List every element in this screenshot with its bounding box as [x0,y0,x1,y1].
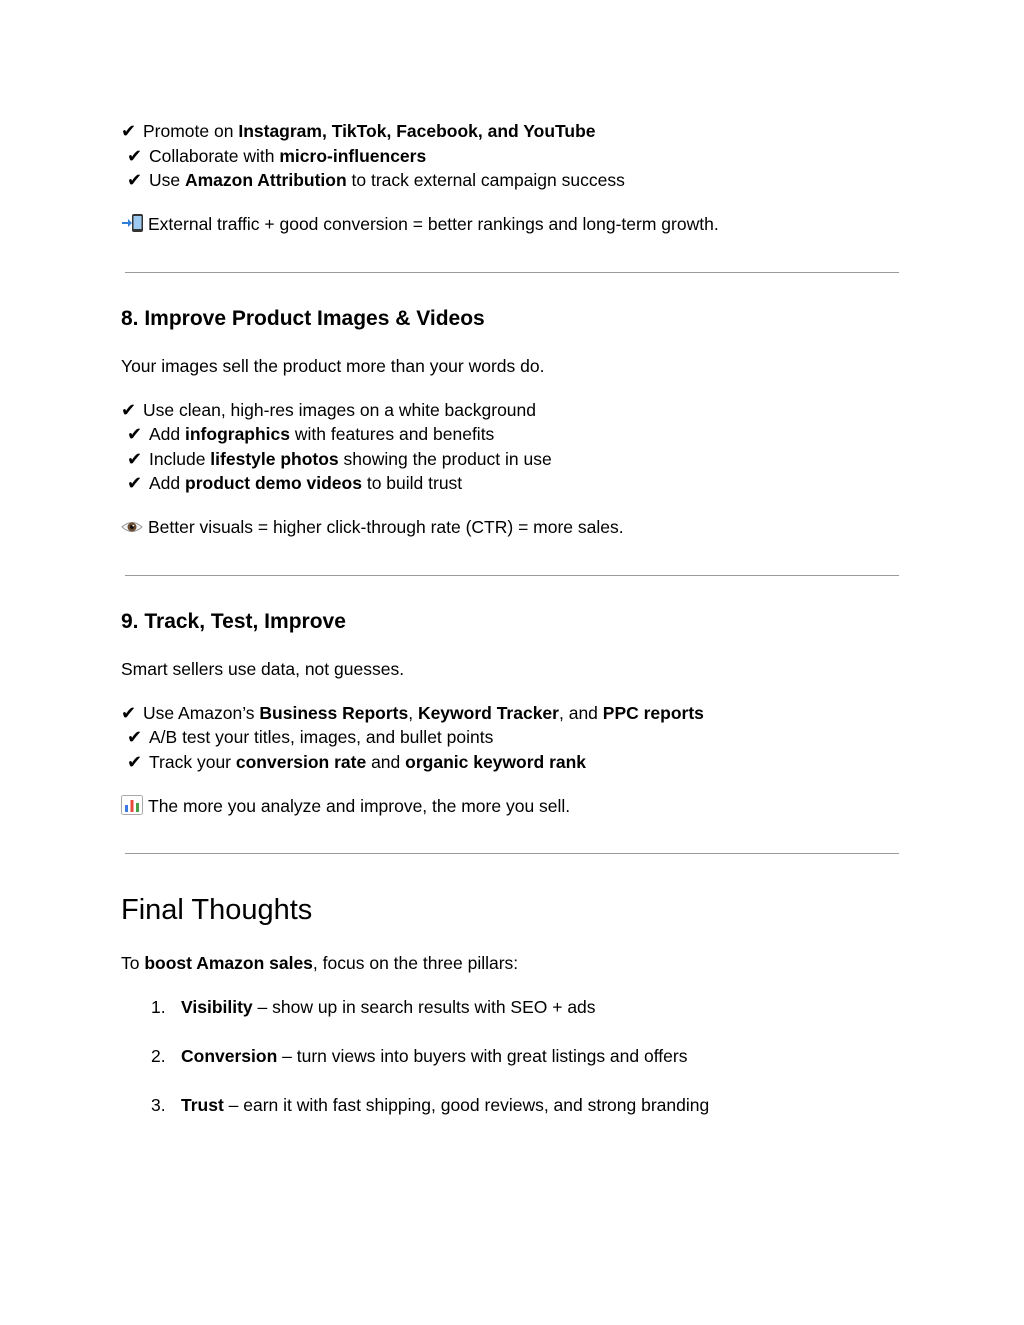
external-traffic-tip: External traffic + good conversion = better rankings and long-term growth. [121,213,719,235]
check-icon: ✔ [127,424,143,444]
check-icon: ✔ [127,146,143,166]
bullet-demo-videos: ✔ Add product demo videos to build trust [127,473,463,493]
check-icon: ✔ [127,752,143,772]
bullet-ab-test: ✔ A/B test your titles, images, and bullet points [127,727,494,747]
eye-icon [121,516,148,538]
bullet-infographics: ✔ Add infographics with features and benefits [127,424,495,444]
analyze-tip: The more you analyze and improve, the more you sell. [121,795,570,817]
check-icon: ✔ [127,473,143,493]
mobile-arrow-icon [121,213,148,235]
final-thoughts-heading: Final Thoughts [121,894,313,926]
check-icon: ✔ [121,400,137,420]
check-icon: ✔ [127,449,143,469]
check-icon: ✔ [121,703,137,723]
section-heading: 9. Track, Test, Improve [121,610,346,633]
section-divider [125,272,899,273]
pillar-visibility: 1. Visibility – show up in search results with SEO + ads [151,997,596,1017]
bar-chart-icon [121,795,148,817]
bullet-clean-images: ✔ Use clean, high-res images on a white background [121,400,536,420]
bullet-promote: ✔ Promote on Instagram, TikTok, Facebook, and YouTube [121,121,596,141]
check-icon: ✔ [127,727,143,747]
final-intro: To boost Amazon sales, focus on the three pillars: [121,953,519,973]
check-icon: ✔ [127,170,143,190]
pillar-trust: 3. Trust – earn it with fast shipping, good reviews, and strong branding [151,1095,710,1115]
pillar-conversion: 2. Conversion – turn views into buyers with great listings and offers [151,1046,688,1066]
bullet-lifestyle: ✔ Include lifestyle photos showing the product in use [127,449,552,469]
check-icon: ✔ [121,121,137,141]
section-divider [125,575,899,576]
section-intro: Smart sellers use data, not guesses. [121,659,405,679]
section-heading: 8. Improve Product Images & Videos [121,307,485,330]
bullet-collaborate: ✔ Collaborate with micro-influencers [127,146,427,166]
visuals-tip: Better visuals = higher click-through rate (CTR) = more sales. [121,516,624,538]
bullet-track-conversion: ✔ Track your conversion rate and organic keyword rank [127,752,587,772]
bullet-attribution: ✔ Use Amazon Attribution to track external campaign success [127,170,625,190]
section-intro: Your images sell the product more than your words do. [121,356,545,376]
bullet-reports: ✔ Use Amazon’s Business Reports, Keyword Tracker, and PPC reports [121,703,704,723]
section-divider [125,853,899,854]
